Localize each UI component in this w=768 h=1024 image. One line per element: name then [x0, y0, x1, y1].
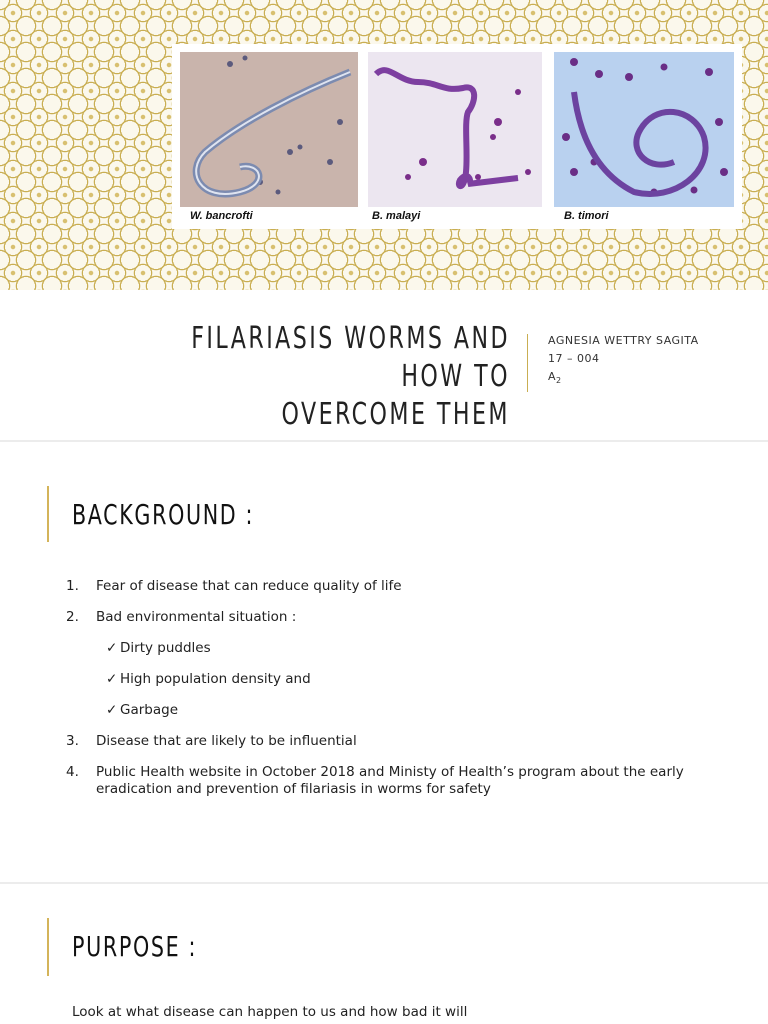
- checkmark-icon: ✓: [106, 671, 118, 687]
- sub-list-text: Dirty puddles: [120, 640, 211, 656]
- purpose-slide: [0, 884, 768, 1024]
- caption-b-malayi: B. malayi: [372, 210, 421, 222]
- heading-accent-bar: [47, 918, 49, 976]
- sub-list-text: Garbage: [120, 702, 179, 718]
- w-bancrofti-image: [180, 52, 358, 207]
- list-text: Disease that are likely to be influential: [96, 733, 357, 749]
- author-id: 17 – 004: [548, 352, 600, 365]
- title-divider: [527, 334, 528, 392]
- sub-list-item: [66, 640, 706, 657]
- purpose-text: Look at what disease can happen to us and how bad it will: [72, 1004, 468, 1020]
- author-info: [548, 332, 699, 390]
- title-line-1: FILARIASIS WORMS AND HOW TO: [191, 321, 510, 394]
- title-slide: [0, 0, 768, 440]
- caption-w-bancrofti: W. bancrofti: [190, 210, 253, 222]
- purpose-heading: PURPOSE :: [72, 930, 198, 963]
- list-number: 1.: [66, 578, 79, 594]
- author-name: AGNESIA WETTRY SAGITA: [548, 334, 699, 347]
- b-timori-image: [554, 52, 734, 207]
- list-number: 3.: [66, 733, 79, 749]
- checkmark-icon: ✓: [106, 640, 118, 656]
- sub-list-item: [66, 702, 706, 719]
- list-text: Bad environmental situation :: [96, 609, 297, 625]
- list-text: Public Health website in October 2018 and Ministy of Health’s program about the early eradication and prevention of filariasis in worms for safety: [96, 764, 684, 797]
- list-number: 2.: [66, 609, 79, 625]
- caption-b-timori: B. timori: [564, 210, 609, 222]
- list-number: 4.: [66, 764, 79, 780]
- list-item: [66, 609, 706, 626]
- author-class-letter: A: [548, 370, 557, 383]
- background-list: [66, 578, 706, 812]
- heading-accent-bar: [47, 486, 49, 542]
- title-line-2: OVERCOME THEM: [281, 397, 510, 432]
- list-item: [66, 764, 706, 798]
- sub-list-text: High population density and: [120, 671, 311, 687]
- sub-list-item: [66, 671, 706, 688]
- background-slide: [0, 442, 768, 882]
- presentation-title: [125, 320, 510, 434]
- checkmark-icon: ✓: [106, 702, 118, 718]
- author-class: [548, 368, 699, 390]
- list-item: [66, 733, 706, 750]
- list-item: [66, 578, 706, 595]
- microscopy-photo-panel: [172, 44, 742, 229]
- list-text: Fear of disease that can reduce quality of life: [96, 578, 402, 594]
- author-class-subscript: 2: [556, 376, 562, 386]
- background-heading: BACKGROUND :: [72, 498, 255, 531]
- b-malayi-image: [368, 52, 542, 207]
